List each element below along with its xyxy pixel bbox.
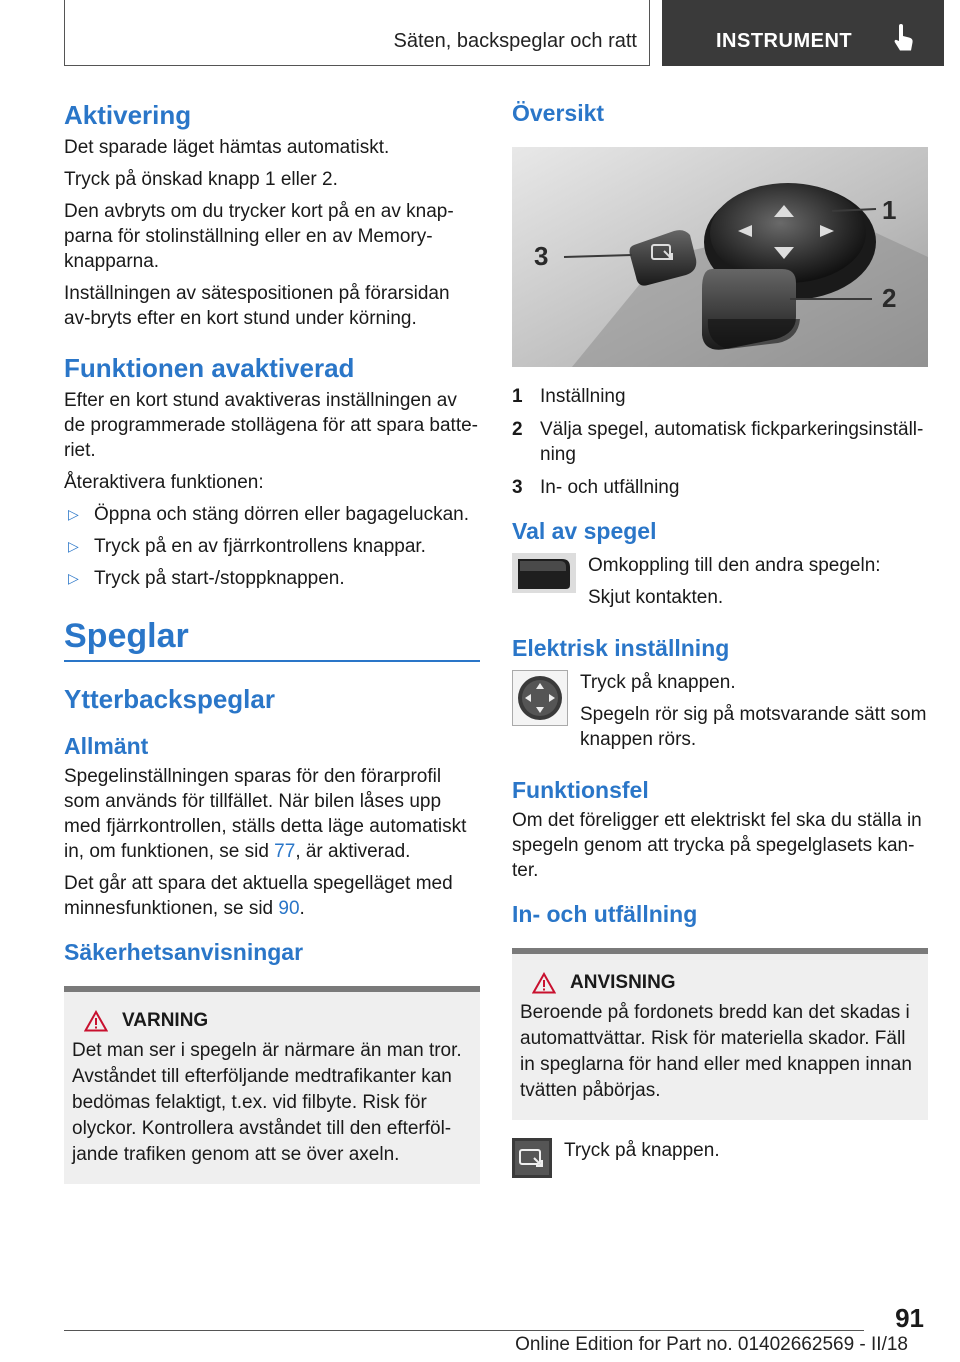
paragraph: Återaktivera funktionen:	[64, 472, 264, 493]
paragraph: Omkoppling till den andra spegeln:	[588, 555, 881, 576]
bullet-triangle-icon: ▷	[68, 506, 79, 522]
heading-aktivering: Aktivering	[64, 100, 192, 130]
paragraph: Tryck på önskad knapp 1 eller 2.	[64, 169, 338, 190]
paragraph: Tryck på knappen.	[580, 672, 736, 693]
footer-divider	[64, 1330, 864, 1331]
pointing-hand-icon	[892, 24, 916, 54]
heading-allmant: Allmänt	[64, 733, 149, 759]
mirror-adjust-knob-icon	[512, 670, 568, 726]
mirror-select-switch-icon	[512, 553, 576, 593]
heading-elektrisk-installning: Elektrisk inställning	[512, 635, 730, 661]
heading-in-och-utfallning: In- och utfällning	[512, 901, 698, 927]
heading-ytterbackspeglar: Ytterbackspeglar	[64, 684, 275, 714]
list-item: 2 Välja spegel, automatisk fickparkeringsinställ‐ning	[512, 419, 924, 465]
paragraph: Spegeln rör sig på motsvarande sätt som knappen rörs.	[580, 704, 927, 750]
page-header	[64, 0, 944, 66]
chapter-tab-label: INSTRUMENT	[716, 30, 853, 52]
warning-title: VARNING	[72, 1010, 472, 1032]
heading-speglar: Speglar	[64, 617, 480, 662]
list-item: 1 Inställning	[512, 386, 626, 407]
elektrisk-row	[512, 670, 928, 759]
callout-3: 3	[534, 241, 549, 271]
warning-triangle-icon	[532, 972, 556, 994]
callout-2: 2	[882, 283, 897, 313]
right-column	[512, 100, 928, 1178]
page-number: 91	[895, 1303, 924, 1333]
paragraph: Tryck på knappen.	[564, 1140, 720, 1161]
heading-sakerhetsanvisningar: Säkerhetsanvisningar	[64, 939, 304, 965]
notice-box	[512, 948, 928, 1120]
bullet-triangle-icon: ▷	[68, 538, 79, 554]
mirror-control-photo	[512, 147, 928, 367]
heading-funktionen-avaktiverad: Funktionen avaktiverad	[64, 353, 355, 383]
val-av-spegel-row	[512, 553, 928, 617]
list-item: ▷ Tryck på en av fjärrkontrollens knappar.	[68, 536, 426, 557]
paragraph: Skjut kontakten.	[588, 587, 724, 608]
section-title: Säten, backspeglar och ratt	[393, 30, 637, 52]
paragraph: Det sparade läget hämtas automatiskt.	[64, 137, 390, 158]
paragraph: Den avbryts om du trycker kort på en av knap‐parna för stolinställning eller en av Memory-knapparna.	[64, 201, 454, 272]
paragraph: Inställningen av sätespositionen på förarsidan av‐bryts efter en kort stund under körning.	[64, 283, 450, 329]
page-link-90[interactable]: 90	[278, 898, 300, 919]
fold-button-row	[512, 1138, 928, 1178]
mirror-fold-button-icon	[512, 1138, 552, 1178]
paragraph: Det går att spara det aktuella spegelläget med minnesfunktionen, se sid 90.	[64, 873, 453, 919]
heading-val-av-spegel: Val av spegel	[512, 518, 657, 544]
list-item: ▷ Öppna och stäng dörren eller bagageluckan.	[68, 504, 469, 525]
warning-text: Det man ser i spegeln är närmare än man tror. Avståndet till efterföljande medtrafikanter kan bedömas felaktigt, t.ex. vid filbyte. Risk för olyckor. Kontrollera avståndet till den efterföl‐jande trafiken genom att se över axeln.	[72, 1040, 462, 1165]
heading-oversikt: Översikt	[512, 100, 605, 126]
warning-box	[64, 986, 480, 1184]
list-item: ▷ Tryck på start-/stoppknappen.	[68, 568, 345, 589]
section-header-box	[64, 0, 650, 66]
footer-edition: Online Edition for Part no. 01402662569 - II/18	[515, 1334, 908, 1355]
page-link-77[interactable]: 77	[274, 841, 296, 862]
callout-1: 1	[882, 195, 897, 225]
paragraph: Efter en kort stund avaktiveras inställningen av de programmerade stollägena för att spara batte‐riet.	[64, 390, 479, 461]
left-column	[64, 100, 480, 1184]
bullet-triangle-icon: ▷	[68, 570, 79, 586]
list-item: 3 In- och utfällning	[512, 477, 680, 498]
chapter-tab[interactable]	[662, 0, 944, 66]
notice-text: Beroende på fordonets bredd kan det skadas i automattvättar. Risk för materiella skador. Fäll in speglarna för hand eller med knappen innan tvätten påbörjas.	[520, 1002, 912, 1101]
paragraph: Om det föreligger ett elektriskt fel ska du ställa in spegeln genom att trycka på spegelglasets kan‐ter.	[512, 810, 922, 881]
warning-triangle-icon	[84, 1010, 108, 1032]
heading-funktionsfel: Funktionsfel	[512, 777, 649, 803]
paragraph: Spegelinställningen sparas för den förarprofil som används för tillfället. När bilen låses upp med fjärrkontrollen, ställs detta läge automatiskt in, om funktionen, se sid 77, är aktiverad.	[64, 766, 467, 862]
notice-title: ANVISNING	[520, 972, 920, 994]
